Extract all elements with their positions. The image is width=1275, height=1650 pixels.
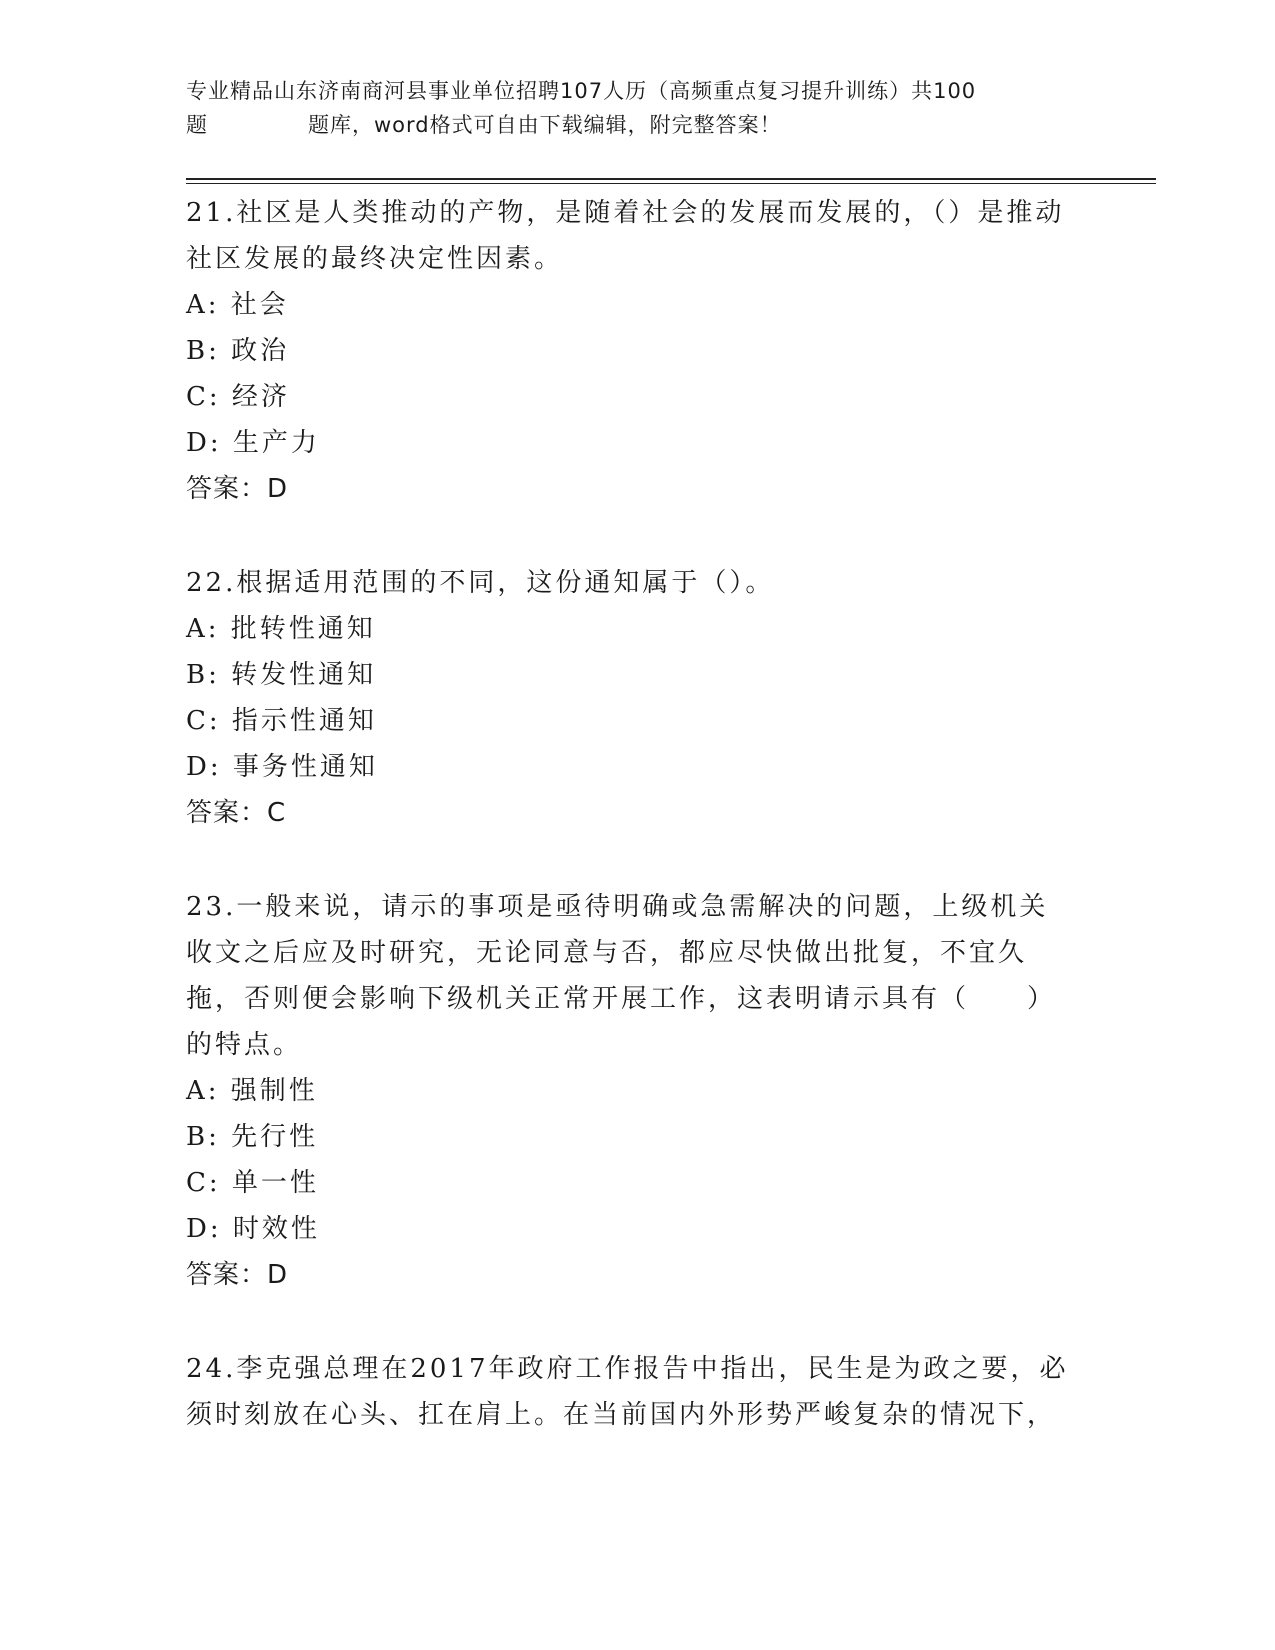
option-c: C: 指示性通知 — [186, 706, 377, 736]
question-list — [186, 188, 1076, 1438]
header-title-line2 — [186, 108, 1086, 142]
header-line2-right: 题库，word格式可自由下载编辑，附完整答案！ — [308, 113, 782, 137]
header-title-line1: 专业精品山东济南商河县事业单位招聘107人历（高频重点复习提升训练）共100 — [186, 79, 977, 103]
question-22 — [186, 560, 1076, 836]
question-23 — [186, 884, 1076, 1298]
document-header — [186, 74, 1086, 142]
header-line2-left: 题 — [186, 113, 208, 137]
option-c: C: 经济 — [186, 382, 290, 412]
answer-value: D — [267, 474, 289, 504]
answer-line — [186, 466, 1076, 512]
question-21 — [186, 190, 1076, 512]
option-d: D: 事务性通知 — [186, 752, 378, 782]
option-b: B: 转发性通知 — [186, 660, 377, 690]
option-b: B: 先行性 — [186, 1122, 319, 1152]
option-a: A: 社会 — [186, 290, 289, 320]
option-d: D: 生产力 — [186, 428, 320, 458]
answer-label: 答案： — [186, 798, 268, 828]
question-text: 23.一般来说，请示的事项是亟待明确或急需解决的问题，上级机关收文之后应及时研究，无论同意与否，都应尽快做出批复，不宜久拖，否则便会影响下级机关正常开展工作，这表明请示具有（ ）的特点。 — [186, 892, 1057, 1060]
answer-line — [186, 1252, 1076, 1298]
question-text: 24.李克强总理在2017年政府工作报告中指出，民生是为政之要，必须时刻放在心头、扛在肩上。在当前国内外形势严峻复杂的情况下， — [186, 1354, 1069, 1430]
option-a: A: 批转性通知 — [186, 614, 376, 644]
answer-line — [186, 790, 1076, 836]
answer-label: 答案： — [186, 474, 268, 504]
answer-value: D — [267, 1260, 289, 1290]
question-24 — [186, 1346, 1076, 1438]
header-divider-thin — [186, 183, 1156, 184]
answer-label: 答案： — [186, 1260, 268, 1290]
answer-value: C — [267, 798, 287, 828]
option-a: A: 强制性 — [186, 1076, 318, 1106]
question-text: 21.社区是人类推动的产物，是随着社会的发展而发展的，（）是推动社区发展的最终决定性因素。 — [186, 198, 1065, 274]
question-text: 22.根据适用范围的不同，这份通知属于（）。 — [186, 568, 775, 598]
option-d: D: 时效性 — [186, 1214, 320, 1244]
header-divider-thick — [186, 178, 1156, 180]
option-b: B: 政治 — [186, 336, 290, 366]
option-c: C: 单一性 — [186, 1168, 319, 1198]
